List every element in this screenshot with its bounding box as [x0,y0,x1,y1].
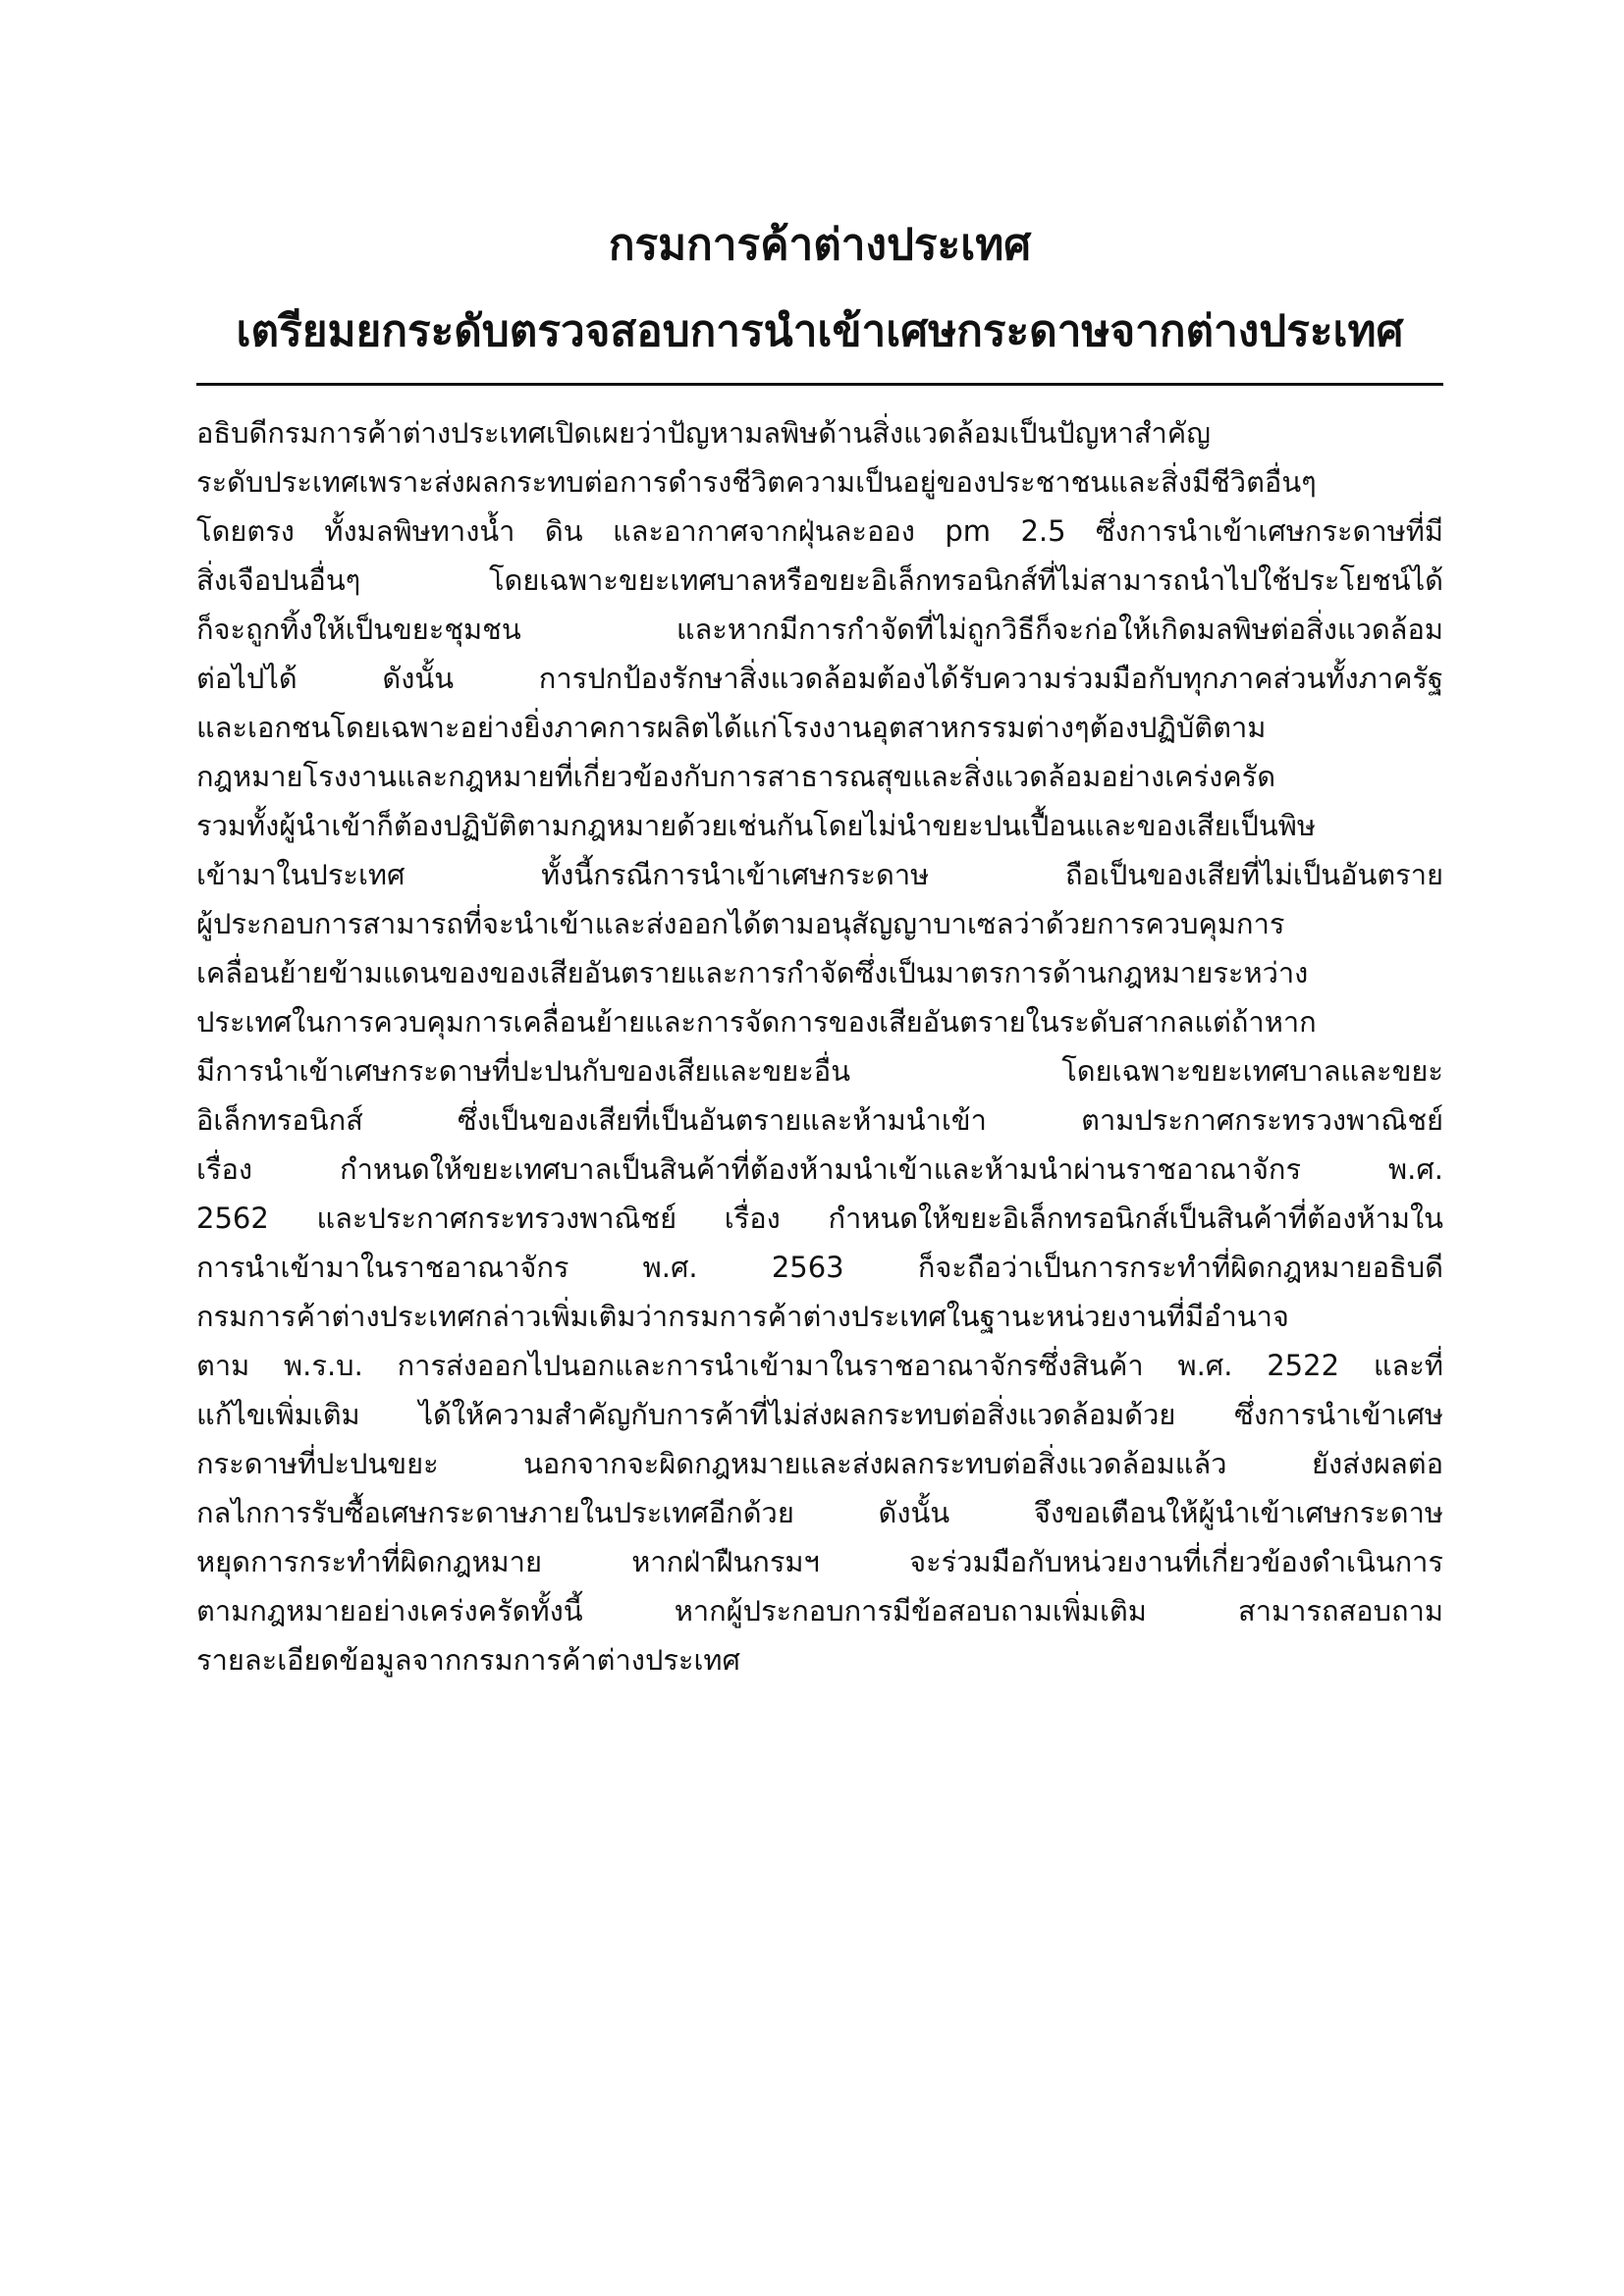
body-line: รายละเอียดข้อมูลจากกรมการค้าต่างประเทศ [196,1643,740,1677]
document-title: กรมการค้าต่างประเทศ [608,220,1032,270]
body-line: และเอกชนโดยเฉพาะอย่างยิ่งภาคการผลิตได้แก่โรงงานอุตสาหกรรมต่างๆต้องปฏิบัติตาม [196,711,1267,744]
body-line: เข้ามาในประเทศ ทั้งนี้กรณีการนำเข้าเศษกระดาษ ถือเป็นของเสียที่ไม่เป็นอันตราย [196,858,1443,891]
body-line: รวมทั้งผู้นำเข้าก็ต้องปฏิบัติตามกฎหมายด้วยเช่นกันโดยไม่นำขยะปนเปื้อนและของเสียเป็นพิษ [196,809,1316,842]
body-line: กระดาษที่ปะปนขยะ นอกจากจะผิดกฎหมายและส่งผลกระทบต่อสิ่งแวดล้อมแล้ว ยังส่งผลต่อ [196,1447,1443,1480]
body-line: อิเล็กทรอนิกส์ ซึ่งเป็นของเสียที่เป็นอันตรายและห้ามนำเข้า ตามประกาศกระทรวงพาณิชย์ [196,1103,1443,1137]
body-line: อธิบดีกรมการค้าต่างประเทศเปิดเผยว่าปัญหามลพิษด้านสิ่งแวดล้อมเป็นปัญหาสำคัญ [196,416,1211,450]
body-line: ผู้ประกอบการสามารถที่จะนำเข้าและส่งออกได้ตามอนุสัญญาบาเซลว่าด้วยการควบคุมการ [196,907,1285,940]
body-line: เคลื่อนย้ายข้ามแดนของของเสียอันตรายและการกำจัดซึ่งเป็นมาตรการด้านกฎหมายระหว่าง [196,956,1309,989]
body-line: แก้ไขเพิ่มเติม ได้ให้ความสำคัญกับการค้าที่ไม่ส่งผลกระทบต่อสิ่งแวดล้อมด้วย ซึ่งการนำเข้าเศษ [196,1398,1443,1431]
title-underline [196,383,1443,386]
body-line: โดยตรง ทั้งมลพิษทางน้ำ ดิน และอากาศจากฝุ่นละออง pm 2.5 ซึ่งการนำเข้าเศษกระดาษที่มี [196,514,1443,548]
body-line: 2562 และประกาศกระทรวงพาณิชย์ เรื่อง กำหนดให้ขยะอิเล็กทรอนิกส์เป็นสินค้าที่ต้องห้ามใน [196,1201,1443,1235]
body-line: กลไกการรับซื้อเศษกระดาษภายในประเทศอีกด้วย ดังนั้น จึงขอเตือนให้ผู้นำเข้าเศษกระดาษ [196,1496,1443,1529]
body-line: เรื่อง กำหนดให้ขยะเทศบาลเป็นสินค้าที่ต้องห้ามนำเข้าและห้ามนำผ่านราชอาณาจักร พ.ศ. [196,1152,1443,1186]
body-paragraph [196,408,1443,1684]
body-line: หยุดการกระทำที่ผิดกฎหมาย หากฝ่าฝืนกรมฯ จะร่วมมือกับหน่วยงานที่เกี่ยวข้องดำเนินการ [196,1545,1443,1578]
document-subtitle: เตรียมยกระดับตรวจสอบการนำเข้าเศษกระดาษจากต่างประเทศ [236,306,1404,356]
body-line: ก็จะถูกทิ้งให้เป็นขยะชุมชน และหากมีการกำจัดที่ไม่ถูกวิธีก็จะก่อให้เกิดมลพิษต่อสิ่งแวดล้อม [196,613,1443,646]
body-line: กฎหมายโรงงานและกฎหมายที่เกี่ยวข้องกับการสาธารณสุขและสิ่งแวดล้อมอย่างเคร่งครัด [196,760,1276,793]
body-line: ประเทศในการควบคุมการเคลื่อนย้ายและการจัดการของเสียอันตรายในระดับสากลแต่ถ้าหาก [196,1005,1317,1039]
body-line: กรมการค้าต่างประเทศกล่าวเพิ่มเติมว่ากรมการค้าต่างประเทศในฐานะหน่วยงานที่มีอำนาจ [196,1300,1289,1333]
body-line: การนำเข้ามาในราชอาณาจักร พ.ศ. 2563 ก็จะถือว่าเป็นการกระทำที่ผิดกฎหมายอธิบดี [196,1251,1443,1284]
body-line: ต่อไปได้ ดังนั้น การปกป้องรักษาสิ่งแวดล้อมต้องได้รับความร่วมมือกับทุกภาคส่วนทั้งภาครัฐ [196,662,1443,695]
body-line: มีการนำเข้าเศษกระดาษที่ปะปนกับของเสียและขยะอื่น โดยเฉพาะขยะเทศบาลและขยะ [196,1054,1443,1088]
body-line: ตามกฎหมายอย่างเคร่งครัดทั้งนี้ หากผู้ประกอบการมีข้อสอบถามเพิ่มเติม สามารถสอบถาม [196,1594,1443,1628]
body-line: ตาม พ.ร.บ. การส่งออกไปนอกและการนำเข้ามาในราชอาณาจักรซึ่งสินค้า พ.ศ. 2522 และที่ [196,1349,1443,1382]
body-line: สิ่งเจือปนอื่นๆ โดยเฉพาะขยะเทศบาลหรือขยะอิเล็กทรอนิกส์ที่ไม่สามารถนำไปใช้ประโยชน์ได้ [196,563,1443,597]
body-line: ระดับประเทศเพราะส่งผลกระทบต่อการดำรงชีวิตความเป็นอยู่ของประชาชนและสิ่งมีชีวิตอื่นๆ [196,465,1317,499]
